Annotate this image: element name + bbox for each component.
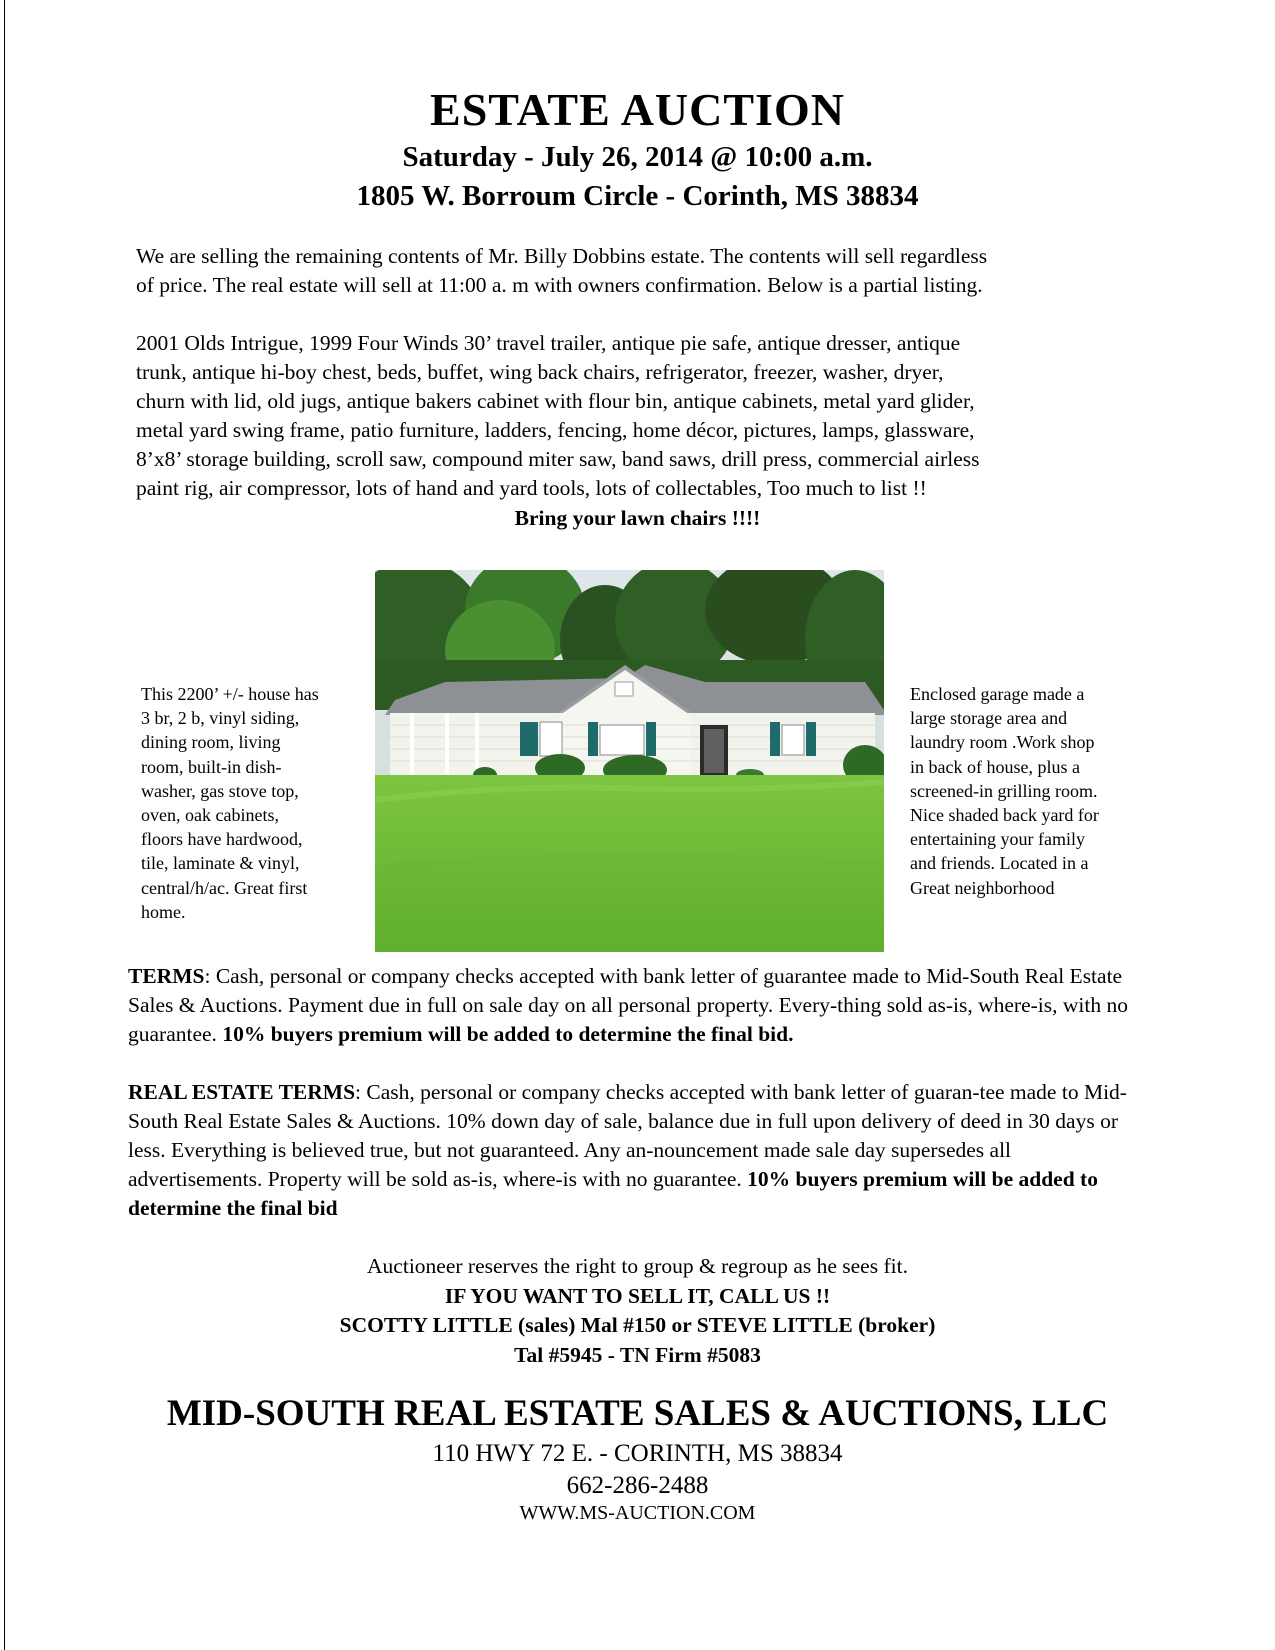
house-left-line: washer, gas stove top,	[141, 780, 299, 801]
house-left-line: home.	[141, 901, 186, 922]
listing-line: 2001 Olds Intrigue, 1999 Four Winds 30’ travel trailer, antique pie safe, antique dresser, antique	[136, 331, 961, 355]
house-right-line: screened-in grilling room.	[910, 780, 1098, 801]
listing-line: trunk, antique hi-boy chest, beds, buffet, wing back chairs, refrigerator, freezer, washer, dryer,	[136, 360, 944, 384]
company-address: 110 HWY 72 E. - CORINTH, MS 38834	[432, 1440, 843, 1467]
license-numbers: Tal #5945 - TN Firm #5083	[514, 1342, 761, 1367]
auctioneer-names: SCOTTY LITTLE (sales) Mal #150 or STEVE LITTLE (broker)	[339, 1313, 936, 1337]
house-left-line: central/h/ac. Great first	[141, 877, 308, 898]
terms-label: TERMS	[128, 964, 205, 988]
re-terms-premium: 10% buyers premium will be added to determine the final bid	[128, 1167, 1098, 1220]
terms-premium: 10% buyers premium will be added to determine the final bid.	[222, 1022, 794, 1046]
re-terms-label: REAL ESTATE TERMS	[128, 1080, 356, 1104]
intro-line: We are selling the remaining contents of Mr. Billy Dobbins estate. The contents will sell regardless	[136, 244, 988, 268]
house-left-line: room, built-in dish-	[141, 756, 282, 777]
house-right-line: large storage area and	[910, 708, 1068, 729]
auction-address: 1805 W. Borroum Circle - Corinth, MS 38834	[356, 180, 919, 212]
house-photo-graphic	[375, 570, 884, 952]
lawn-chairs-callout: Bring your lawn chairs !!!!	[514, 506, 761, 530]
house-right-line: in back of house, plus a	[910, 756, 1080, 777]
real-estate-terms-section	[128, 1078, 1148, 1223]
intro-paragraph	[136, 242, 1146, 300]
house-right-line: Great neighborhood	[910, 877, 1055, 898]
re-terms-text: : Cash, personal or company checks accepted with bank letter of guaran-tee made to Mid-South Real Estate Sales & Auctions. 10% down day of sale, balance due in full upon delivery of deed in 30 days or less. Everything is believed true, but not guaranteed. Any an-nouncement made sale day supersedes all advertisements. Property will be sold as-is, where-is with no guarantee.	[128, 1080, 1127, 1191]
house-left-line: floors have hardwood,	[141, 829, 303, 850]
house-right-line: laundry room .Work shop	[910, 732, 1095, 753]
house-right-line: Nice shaded back yard for	[910, 805, 1099, 826]
house-right-line: Enclosed garage made a	[910, 684, 1085, 704]
contact-block	[0, 1252, 1275, 1370]
house-description-right	[910, 682, 1150, 900]
house-left-line: tile, laminate & vinyl,	[141, 853, 300, 874]
page-title: ESTATE AUCTION	[430, 84, 845, 135]
house-description-left	[141, 682, 356, 924]
listing-line: churn with lid, old jugs, antique bakers cabinet with flour bin, antique cabinets, metal yard glider,	[136, 389, 975, 413]
house-left-line: oven, oak cabinets,	[141, 805, 279, 826]
call-us-line: IF YOU WANT TO SELL IT, CALL US !!	[444, 1283, 831, 1308]
house-right-line: and friends. Located in a	[910, 853, 1089, 874]
reserve-note: Auctioneer reserves the right to group & regroup as he sees fit.	[367, 1254, 908, 1278]
house-photo	[375, 570, 884, 952]
intro-line: of price. The real estate will sell at 11:00 a. m with owners confirmation. Below is a partial listing.	[136, 273, 983, 297]
house-right-line: entertaining your family	[910, 829, 1085, 850]
terms-text: : Cash, personal or company checks accepted with bank letter of guarantee made to Mid-South Real Estate Sales & Auctions. Payment due in full on sale day on all personal property. Every-thing sold as-is, where-is, with no guarantee.	[128, 964, 1128, 1046]
house-left-line: 3 br, 2 b, vinyl siding,	[141, 708, 300, 729]
company-name: MID-SOUTH REAL ESTATE SALES & AUCTIONS, LLC	[166, 1393, 1109, 1434]
item-listing	[136, 329, 1146, 503]
house-left-line: This 2200’ +/- house has	[141, 684, 319, 704]
company-website: WWW.MS-AUCTION.COM	[519, 1502, 756, 1524]
house-left-line: dining room, living	[141, 732, 281, 753]
auction-date: Saturday - July 26, 2014 @ 10:00 a.m.	[402, 141, 873, 173]
company-phone: 662-286-2488	[566, 1472, 709, 1499]
terms-section	[128, 962, 1148, 1049]
listing-line: metal yard swing frame, patio furniture, ladders, fencing, home décor, pictures, lamps, glassware,	[136, 418, 975, 442]
listing-line: paint rig, air compressor, lots of hand and yard tools, lots of collectables, Too much to list !!	[136, 476, 927, 500]
listing-line: 8’x8’ storage building, scroll saw, compound miter saw, band saws, drill press, commercial airless	[136, 447, 980, 471]
